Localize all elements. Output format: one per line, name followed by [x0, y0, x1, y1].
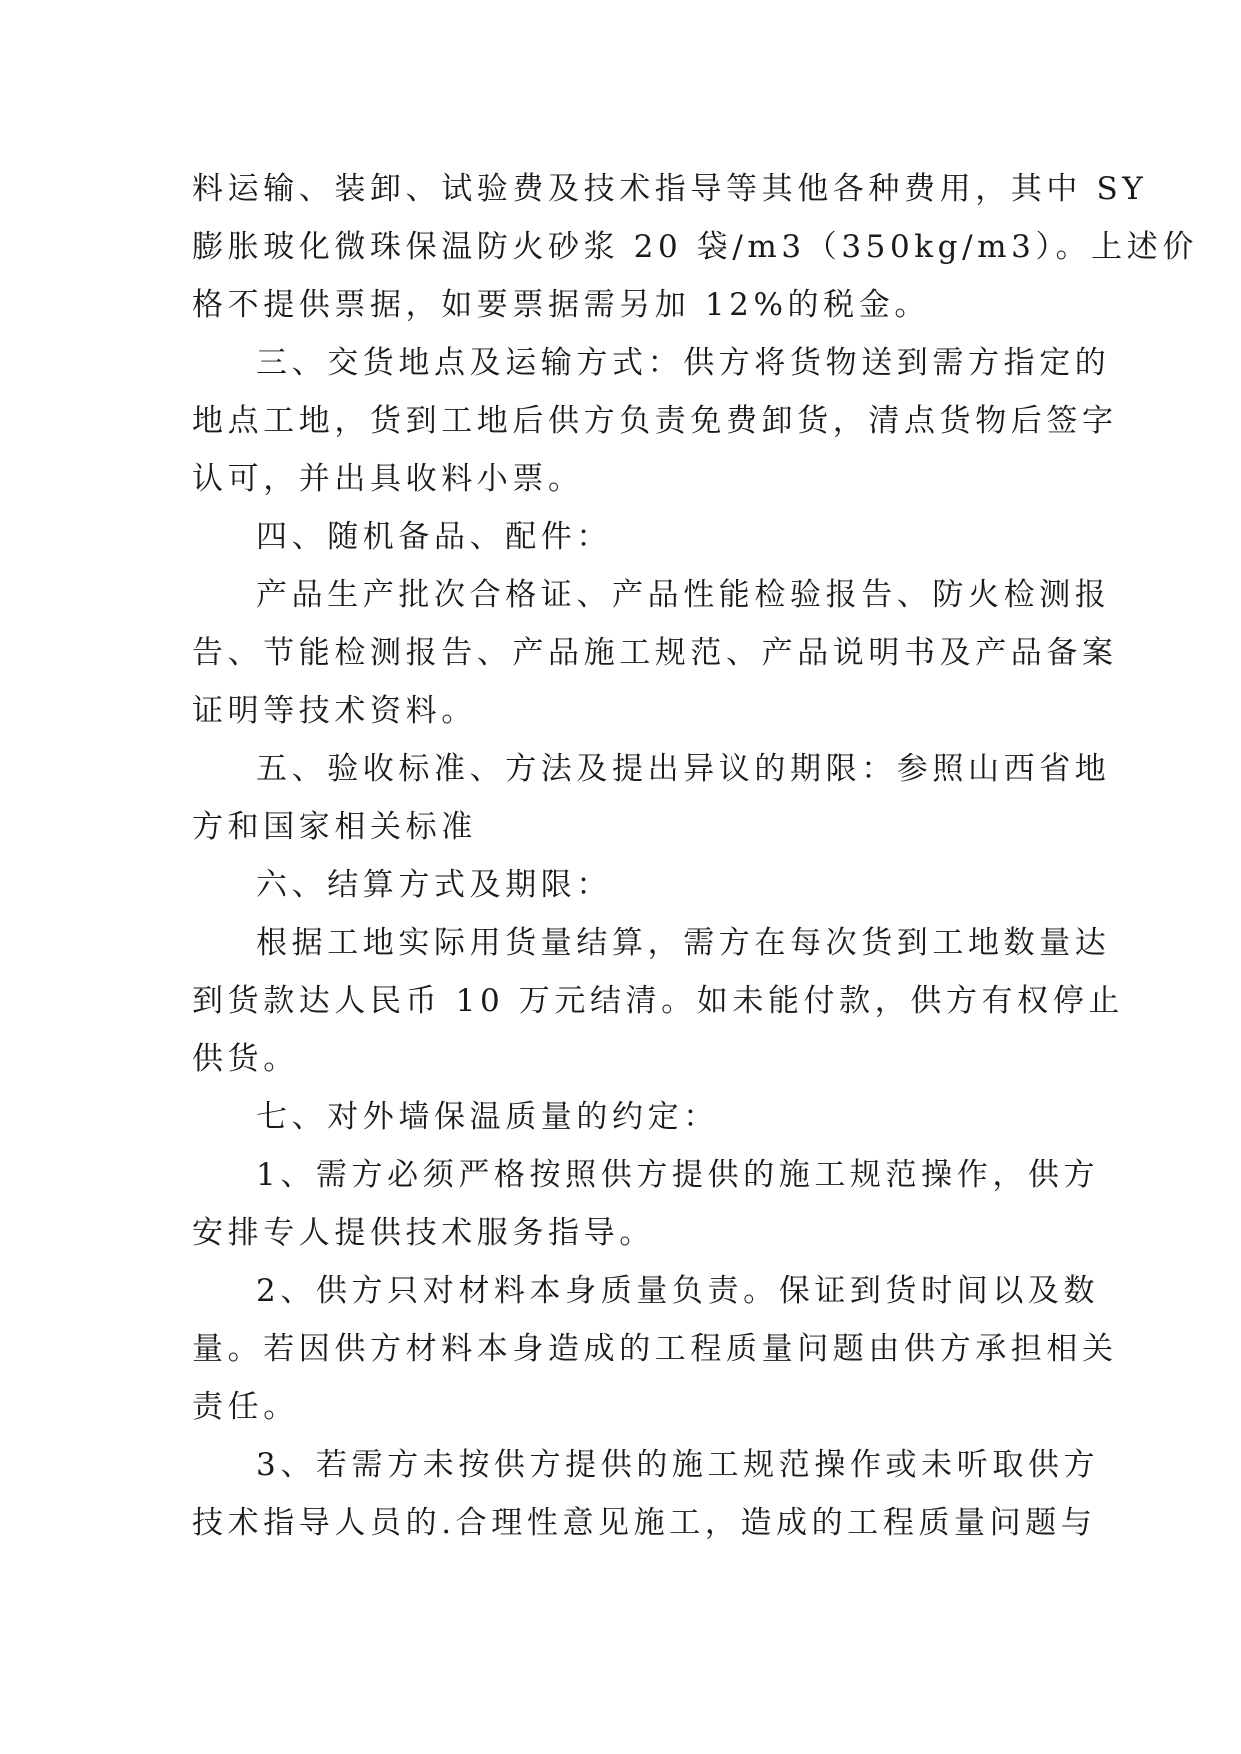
section-heading-settlement: 六、结算方式及期限：	[256, 867, 612, 903]
text-line: 格不提供票据，如要票据需另加 12%的税金。	[192, 287, 930, 323]
text-line: 责任。	[192, 1389, 299, 1425]
text-line: 到货款达人民币 10 万元结清。如未能付款，供方有权停止	[192, 983, 1124, 1019]
text-line: 供货。	[192, 1041, 299, 1077]
text-line: 告、节能检测报告、产品施工规范、产品说明书及产品备案	[192, 635, 1118, 671]
text-line: 地点工地，货到工地后供方负责免费卸货，清点货物后签字	[192, 403, 1118, 439]
paragraph-start: 根据工地实际用货量结算，需方在每次货到工地数量达	[256, 925, 1111, 961]
section-heading-accessories: 四、随机备品、配件：	[256, 519, 612, 555]
list-item-3: 3、若需方未按供方提供的施工规范操作或未听取供方	[256, 1447, 1100, 1483]
paragraph-start: 产品生产批次合格证、产品性能检验报告、防火检测报	[256, 577, 1111, 613]
section-heading-quality: 七、对外墙保温质量的约定：	[256, 1099, 719, 1135]
text-line: 膨胀玻化微珠保温防火砂浆 20 袋/m3（350kg/m3）。上述价	[192, 229, 1198, 265]
document-body	[192, 160, 1198, 1552]
text-line: 安排专人提供技术服务指导。	[192, 1215, 655, 1251]
text-line: 方和国家相关标准	[192, 809, 477, 845]
list-item-2: 2、供方只对材料本身质量负责。保证到货时间以及数	[256, 1273, 1100, 1309]
text-line: 技术指导人员的.合理性意见施工，造成的工程质量问题与	[192, 1505, 1097, 1541]
text-line: 认可，并出具收料小票。	[192, 461, 584, 497]
section-heading-delivery: 三、交货地点及运输方式：供方将货物送到需方指定的	[256, 345, 1111, 381]
list-item-1: 1、需方必须严格按照供方提供的施工规范操作，供方	[256, 1157, 1100, 1193]
text-line: 证明等技术资料。	[192, 693, 477, 729]
text-line: 料运输、装卸、试验费及技术指导等其他各种费用，其中 SY	[192, 171, 1148, 207]
section-heading-acceptance: 五、验收标准、方法及提出异议的期限：参照山西省地	[256, 751, 1111, 787]
text-line: 量。若因供方材料本身造成的工程质量问题由供方承担相关	[192, 1331, 1118, 1367]
